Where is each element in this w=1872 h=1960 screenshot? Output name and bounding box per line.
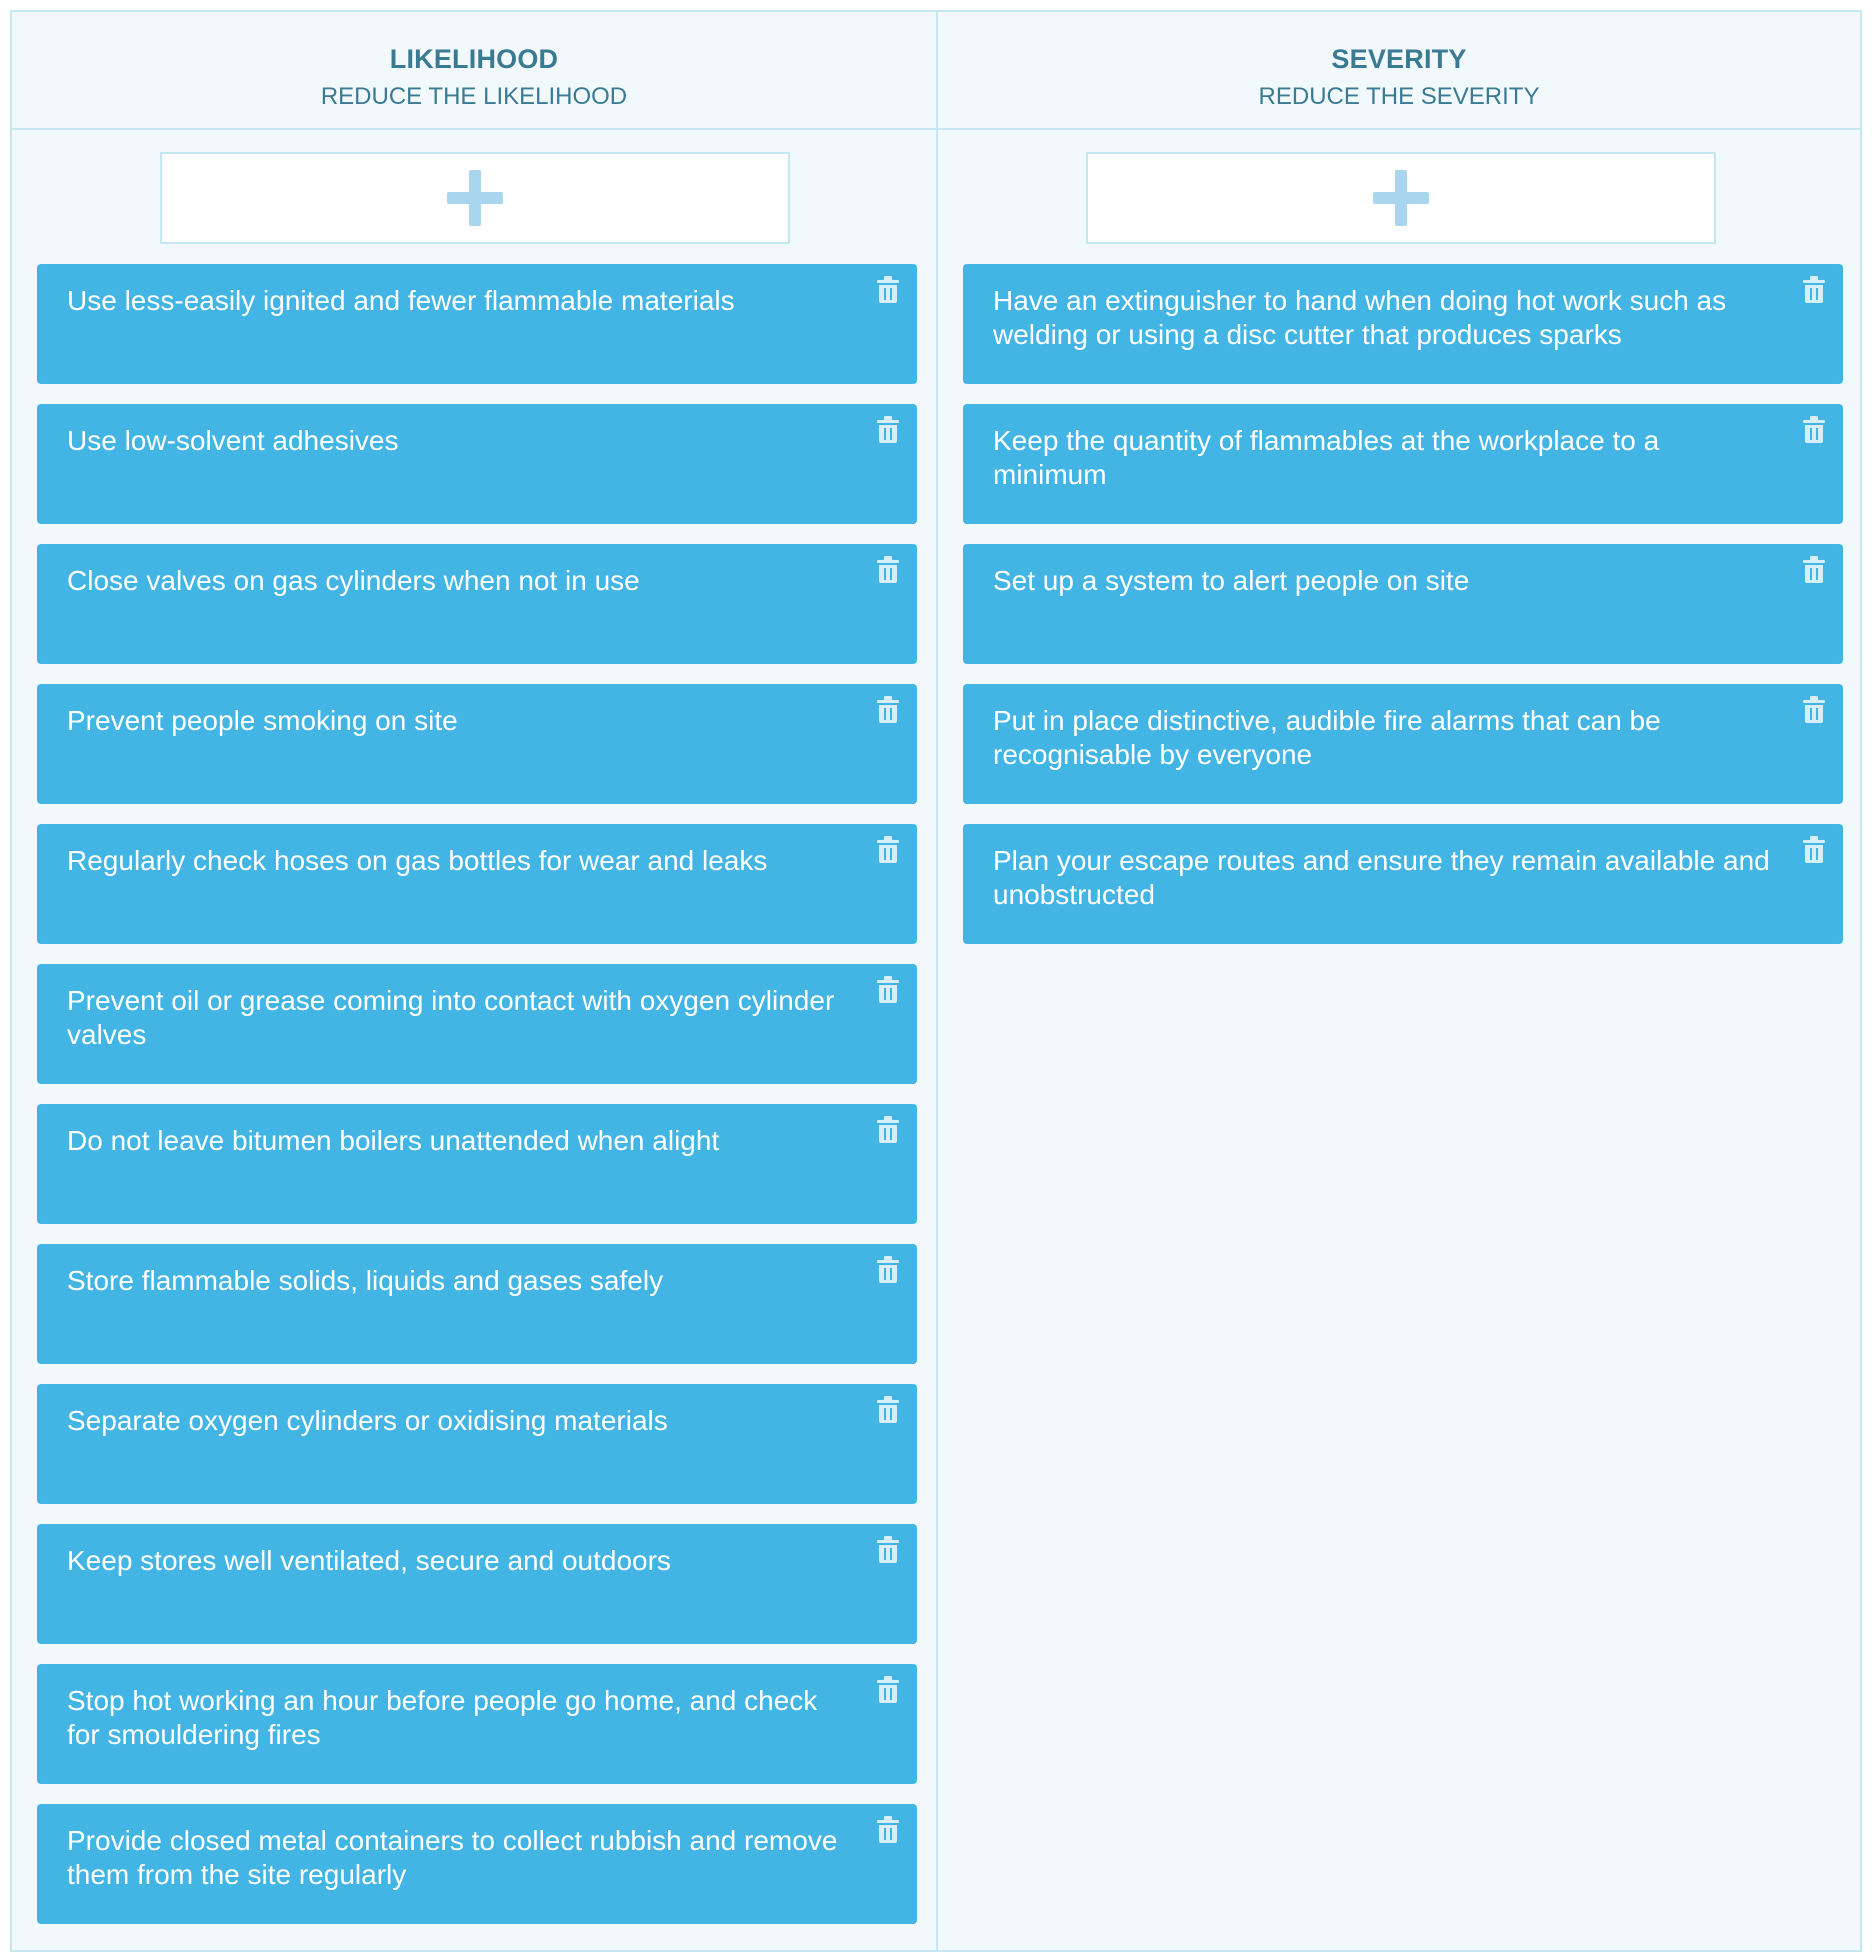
trash-icon[interactable] bbox=[1803, 696, 1825, 724]
action-card[interactable] bbox=[963, 404, 1843, 524]
plus-icon bbox=[1373, 170, 1429, 226]
column-title: SEVERITY bbox=[1331, 44, 1467, 74]
trash-icon[interactable] bbox=[1803, 556, 1825, 584]
action-card-text: Have an extinguisher to hand when doing hot work such as welding or using a disc cutter that produces sparks bbox=[993, 285, 1727, 350]
action-card[interactable] bbox=[37, 1804, 917, 1924]
risk-board bbox=[10, 10, 1862, 1952]
action-card[interactable] bbox=[963, 264, 1843, 384]
action-card-text: Prevent people smoking on site bbox=[67, 705, 458, 736]
action-card[interactable] bbox=[963, 824, 1843, 944]
add-likelihood-item-button[interactable] bbox=[160, 152, 790, 244]
trash-icon[interactable] bbox=[1803, 836, 1825, 864]
trash-icon[interactable] bbox=[877, 416, 899, 444]
trash-icon[interactable] bbox=[1803, 276, 1825, 304]
column-header bbox=[12, 12, 936, 130]
action-card[interactable] bbox=[37, 1664, 917, 1784]
action-card-text: Prevent oil or grease coming into contact with oxygen cylinder valves bbox=[67, 985, 835, 1050]
trash-icon[interactable] bbox=[877, 1116, 899, 1144]
action-card[interactable] bbox=[963, 544, 1843, 664]
action-card-text: Keep stores well ventilated, secure and outdoors bbox=[67, 1545, 671, 1576]
trash-icon[interactable] bbox=[877, 1816, 899, 1844]
trash-icon[interactable] bbox=[877, 696, 899, 724]
action-card-text: Use less-easily ignited and fewer flammable materials bbox=[67, 285, 735, 316]
column-title: LIKELIHOOD bbox=[389, 44, 559, 74]
plus-icon bbox=[447, 170, 503, 226]
severity-card-list bbox=[963, 264, 1843, 964]
action-card[interactable] bbox=[963, 684, 1843, 804]
likelihood-column bbox=[12, 12, 936, 1950]
column-header bbox=[938, 12, 1860, 130]
trash-icon[interactable] bbox=[877, 836, 899, 864]
action-card[interactable] bbox=[37, 404, 917, 524]
trash-icon[interactable] bbox=[877, 556, 899, 584]
action-card-text: Use low-solvent adhesives bbox=[67, 425, 399, 456]
action-card[interactable] bbox=[37, 1524, 917, 1644]
trash-icon[interactable] bbox=[1803, 416, 1825, 444]
action-card-text: Set up a system to alert people on site bbox=[993, 565, 1470, 596]
action-card-text: Stop hot working an hour before people go home, and check for smouldering fires bbox=[67, 1685, 818, 1750]
action-card-text: Keep the quantity of flammables at the workplace to a minimum bbox=[993, 425, 1660, 490]
action-card[interactable] bbox=[37, 1104, 917, 1224]
action-card-text: Provide closed metal containers to collect rubbish and remove them from the site regularly bbox=[67, 1825, 838, 1890]
likelihood-card-list bbox=[37, 264, 917, 1944]
trash-icon[interactable] bbox=[877, 1536, 899, 1564]
action-card[interactable] bbox=[37, 1244, 917, 1364]
action-card[interactable] bbox=[37, 684, 917, 804]
severity-column bbox=[936, 12, 1860, 1950]
add-severity-item-button[interactable] bbox=[1086, 152, 1716, 244]
trash-icon[interactable] bbox=[877, 1676, 899, 1704]
trash-icon[interactable] bbox=[877, 1256, 899, 1284]
action-card-text: Close valves on gas cylinders when not in use bbox=[67, 565, 640, 596]
action-card-text: Put in place distinctive, audible fire alarms that can be recognisable by everyone bbox=[993, 705, 1661, 770]
action-card-text: Regularly check hoses on gas bottles for wear and leaks bbox=[67, 845, 768, 876]
column-subtitle: REDUCE THE SEVERITY bbox=[1258, 83, 1540, 110]
action-card-text: Separate oxygen cylinders or oxidising materials bbox=[67, 1405, 668, 1436]
action-card-text: Store flammable solids, liquids and gases safely bbox=[67, 1265, 664, 1296]
action-card[interactable] bbox=[37, 964, 917, 1084]
action-card[interactable] bbox=[37, 1384, 917, 1504]
action-card[interactable] bbox=[37, 544, 917, 664]
action-card-text: Plan your escape routes and ensure they remain available and unobstructed bbox=[993, 845, 1770, 910]
trash-icon[interactable] bbox=[877, 976, 899, 1004]
action-card[interactable] bbox=[37, 264, 917, 384]
action-card[interactable] bbox=[37, 824, 917, 944]
trash-icon[interactable] bbox=[877, 1396, 899, 1424]
trash-icon[interactable] bbox=[877, 276, 899, 304]
column-subtitle: REDUCE THE LIKELIHOOD bbox=[320, 83, 628, 110]
action-card-text: Do not leave bitumen boilers unattended when alight bbox=[67, 1125, 720, 1156]
